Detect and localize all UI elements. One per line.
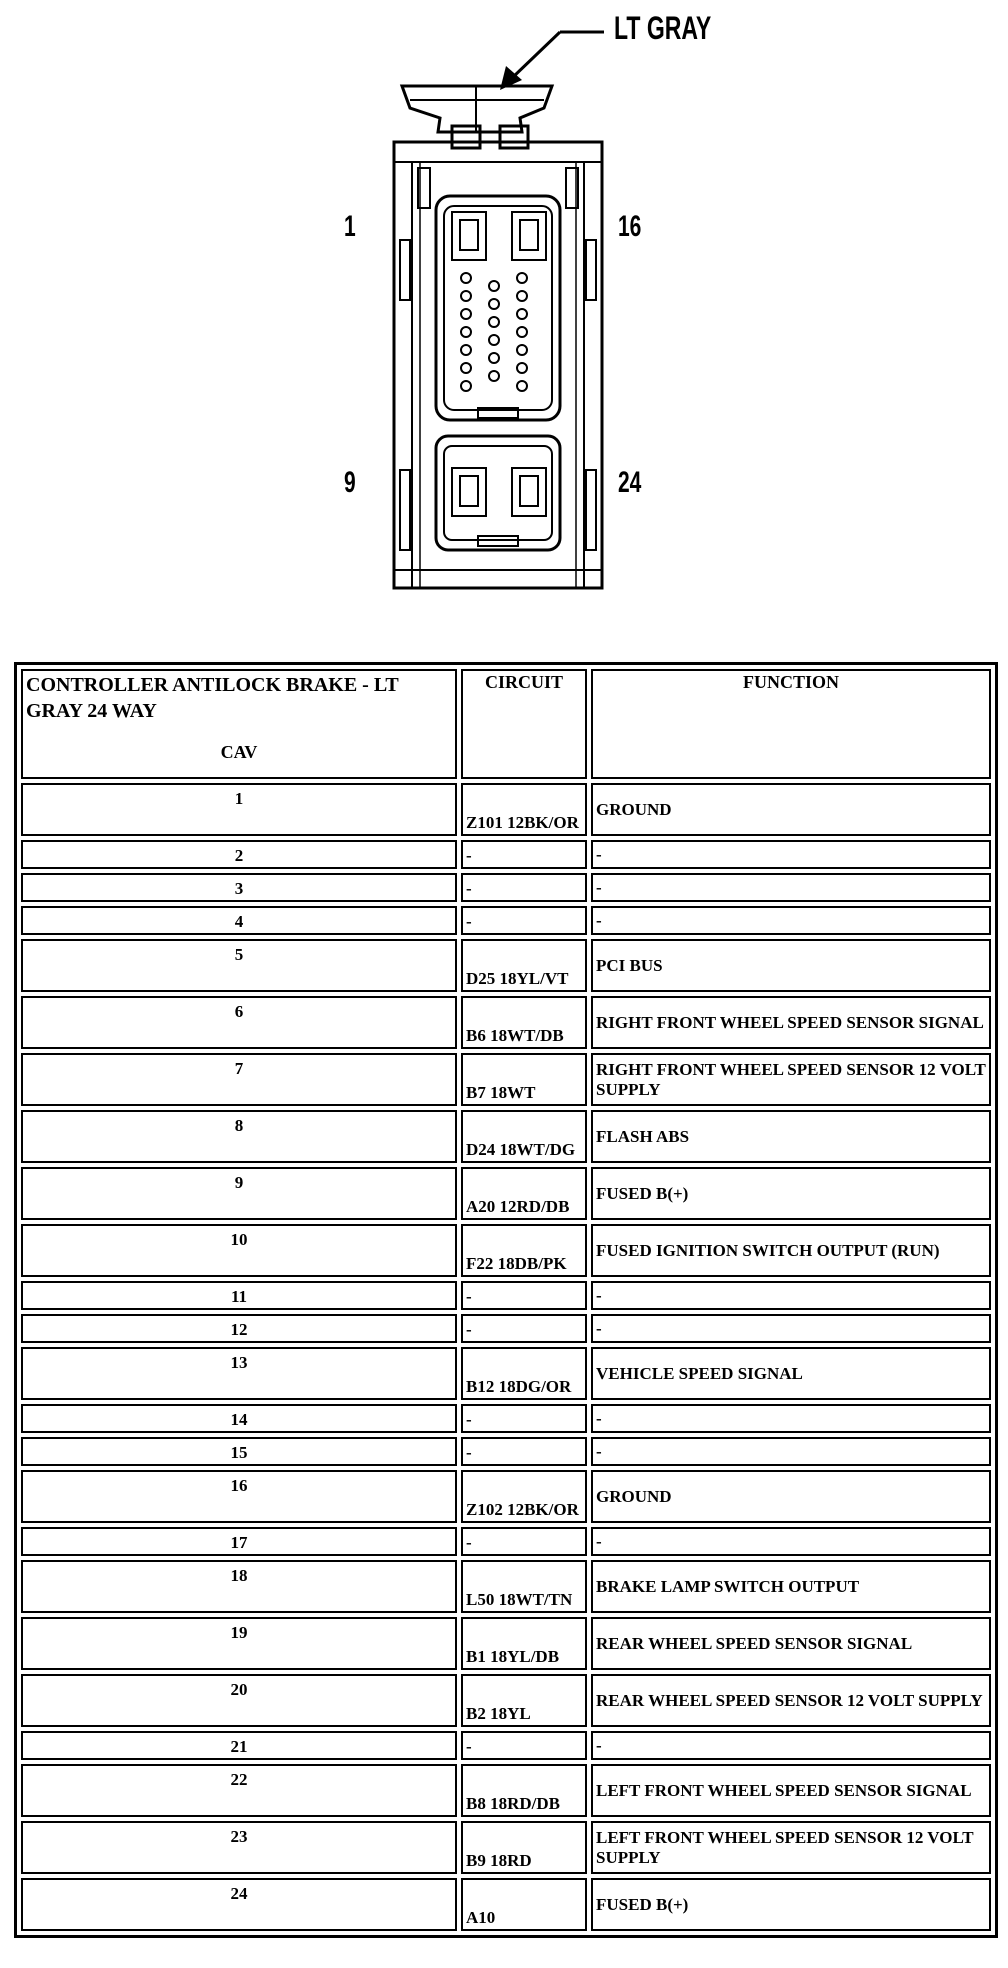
cav-cell: 15 <box>21 1437 457 1466</box>
circuit-cell: - <box>461 906 587 935</box>
circuit-cell: - <box>461 1281 587 1310</box>
cav-cell: 24 <box>21 1878 457 1931</box>
circuit-cell: - <box>461 1314 587 1343</box>
circuit-cell: Z102 12BK/OR <box>461 1470 587 1523</box>
function-column-header: FUNCTION <box>591 669 991 779</box>
cav-cell: 9 <box>21 1167 457 1220</box>
table-row <box>21 1764 991 1817</box>
circuit-cell: - <box>461 1437 587 1466</box>
table-row <box>21 1314 991 1343</box>
latch-tab-right <box>500 126 528 148</box>
function-cell: - <box>591 1527 991 1556</box>
cav-cell: 18 <box>21 1560 457 1613</box>
circuit-cell: D24 18WT/DG <box>461 1110 587 1163</box>
cav-cell: 21 <box>21 1731 457 1760</box>
table-row <box>21 1224 991 1277</box>
table-row <box>21 1167 991 1220</box>
cav-cell: 4 <box>21 906 457 935</box>
circuit-cell: B1 18YL/DB <box>461 1617 587 1670</box>
function-cell: FUSED IGNITION SWITCH OUTPUT (RUN) <box>591 1224 991 1277</box>
cav-cell: 11 <box>21 1281 457 1310</box>
terminal-cavities <box>461 273 527 391</box>
pinout-table-container <box>14 662 992 1938</box>
function-cell: - <box>591 840 991 869</box>
function-cell: RIGHT FRONT WHEEL SPEED SENSOR SIGNAL <box>591 996 991 1049</box>
cav-cell: 20 <box>21 1674 457 1727</box>
circuit-cell: B2 18YL <box>461 1674 587 1727</box>
circuit-cell: - <box>461 1731 587 1760</box>
function-cell: - <box>591 1437 991 1466</box>
cav-cell: 3 <box>21 873 457 902</box>
circuit-cell: F22 18DB/PK <box>461 1224 587 1277</box>
cav-cell: 5 <box>21 939 457 992</box>
circuit-cell: B12 18DG/OR <box>461 1347 587 1400</box>
circuit-cell: L50 18WT/TN <box>461 1560 587 1613</box>
table-row <box>21 783 991 836</box>
function-cell: BRAKE LAMP SWITCH OUTPUT <box>591 1560 991 1613</box>
pin-label-9: 9 <box>344 466 356 499</box>
function-cell: FLASH ABS <box>591 1110 991 1163</box>
table-row <box>21 1821 991 1874</box>
function-cell: - <box>591 1731 991 1760</box>
circuit-cell: - <box>461 873 587 902</box>
connector-color-label: LT GRAY <box>614 10 712 46</box>
table-row <box>21 1560 991 1613</box>
table-row <box>21 1527 991 1556</box>
circuit-cell: D25 18YL/VT <box>461 939 587 992</box>
function-cell: GROUND <box>591 783 991 836</box>
circuit-cell: B6 18WT/DB <box>461 996 587 1049</box>
circuit-column-header: CIRCUIT <box>461 669 587 779</box>
function-cell: RIGHT FRONT WHEEL SPEED SENSOR 12 VOLT SUPPLY <box>591 1053 991 1106</box>
table-row <box>21 1617 991 1670</box>
table-row <box>21 1470 991 1523</box>
pinout-table <box>14 662 998 1938</box>
lower-cavity-block <box>436 436 560 550</box>
cav-cell: 2 <box>21 840 457 869</box>
table-row <box>21 840 991 869</box>
circuit-cell: B7 18WT <box>461 1053 587 1106</box>
circuit-cell: B8 18RD/DB <box>461 1764 587 1817</box>
circuit-cell: B9 18RD <box>461 1821 587 1874</box>
circuit-cell: A10 <box>461 1878 587 1931</box>
function-cell: FUSED B(+) <box>591 1167 991 1220</box>
table-row <box>21 906 991 935</box>
cav-cell: 17 <box>21 1527 457 1556</box>
pin-label-16: 16 <box>618 210 642 243</box>
cav-cell: 13 <box>21 1347 457 1400</box>
circuit-cell: - <box>461 1527 587 1556</box>
function-cell: REAR WHEEL SPEED SENSOR 12 VOLT SUPPLY <box>591 1674 991 1727</box>
table-title-cell <box>21 669 457 779</box>
function-cell: - <box>591 873 991 902</box>
table-row <box>21 939 991 992</box>
table-row <box>21 1674 991 1727</box>
cav-cell: 8 <box>21 1110 457 1163</box>
cav-cell: 22 <box>21 1764 457 1817</box>
function-cell: - <box>591 1314 991 1343</box>
function-cell: LEFT FRONT WHEEL SPEED SENSOR SIGNAL <box>591 1764 991 1817</box>
cav-cell: 14 <box>21 1404 457 1433</box>
table-row <box>21 1110 991 1163</box>
table-row <box>21 873 991 902</box>
table-row <box>21 1878 991 1931</box>
circuit-cell: - <box>461 1404 587 1433</box>
function-cell: - <box>591 1281 991 1310</box>
table-row <box>21 996 991 1049</box>
function-cell: LEFT FRONT WHEEL SPEED SENSOR 12 VOLT SUPPLY <box>591 1821 991 1874</box>
table-row <box>21 1281 991 1310</box>
connector-diagram <box>0 0 1008 640</box>
function-cell: - <box>591 1404 991 1433</box>
circuit-cell: - <box>461 840 587 869</box>
table-row <box>21 1437 991 1466</box>
table-row <box>21 1053 991 1106</box>
cav-cell: 16 <box>21 1470 457 1523</box>
function-cell: - <box>591 906 991 935</box>
pin-label-24: 24 <box>618 466 642 499</box>
cav-cell: 1 <box>21 783 457 836</box>
circuit-cell: Z101 12BK/OR <box>461 783 587 836</box>
function-cell: FUSED B(+) <box>591 1878 991 1931</box>
color-arrow-shaft <box>512 32 560 78</box>
function-cell: PCI BUS <box>591 939 991 992</box>
cav-column-header: CAV <box>220 742 258 762</box>
cav-cell: 19 <box>21 1617 457 1670</box>
cav-cell: 23 <box>21 1821 457 1874</box>
connector-drawing <box>0 0 1008 640</box>
function-cell: VEHICLE SPEED SIGNAL <box>591 1347 991 1400</box>
circuit-cell: A20 12RD/DB <box>461 1167 587 1220</box>
table-row <box>21 1731 991 1760</box>
function-cell: GROUND <box>591 1470 991 1523</box>
table-title: CONTROLLER ANTILOCK BRAKE - LT GRAY 24 WAY <box>26 674 399 722</box>
table-row <box>21 1347 991 1400</box>
cav-cell: 10 <box>21 1224 457 1277</box>
table-header-row <box>21 669 991 779</box>
pin-label-1: 1 <box>344 210 356 243</box>
cav-cell: 6 <box>21 996 457 1049</box>
function-cell: REAR WHEEL SPEED SENSOR SIGNAL <box>591 1617 991 1670</box>
table-row <box>21 1404 991 1433</box>
cav-cell: 7 <box>21 1053 457 1106</box>
cav-cell: 12 <box>21 1314 457 1343</box>
